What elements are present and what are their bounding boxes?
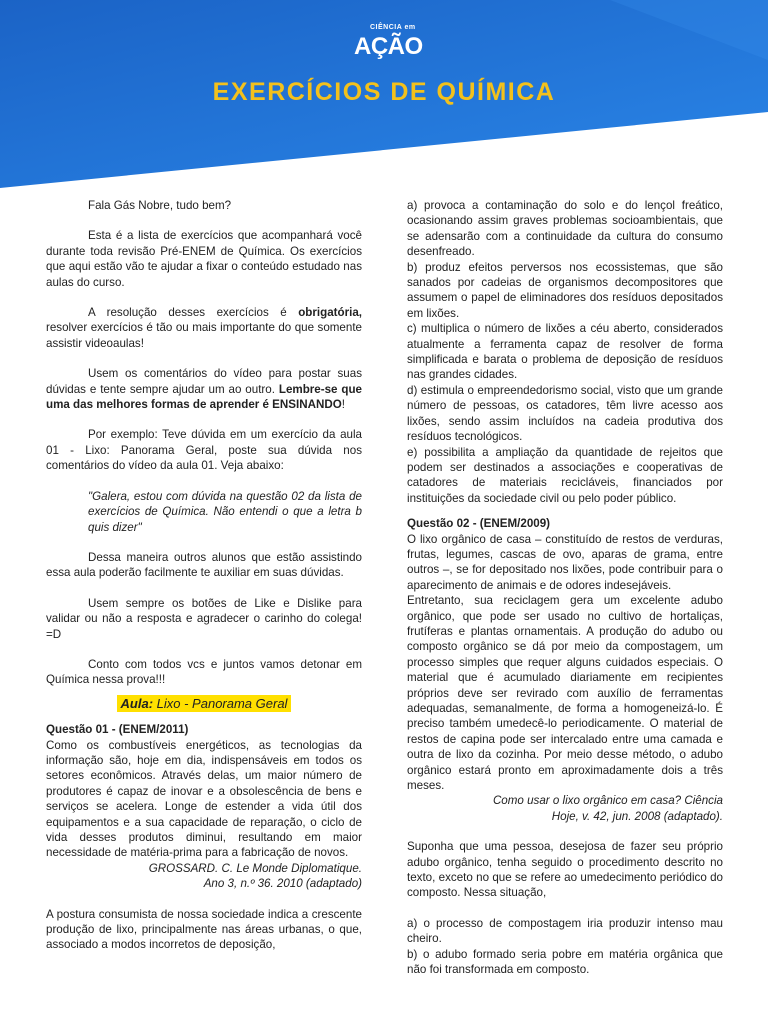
left-column bbox=[46, 198, 362, 953]
p2-text-c: resolver exercícios é tão ou mais importante do que somente assistir videoaulas! bbox=[46, 321, 362, 350]
example-quote: "Galera, estou com dúvida na questão 02 da lista de exercícios de Química. Não entendi o que a letra b quis dizer" bbox=[88, 489, 362, 534]
logo-small-text: CIÊNCIA em bbox=[370, 24, 416, 31]
mandatory-paragraph bbox=[46, 305, 362, 351]
question-02-option-a: a) o processo de compostagem iria produzir intenso mau cheiro. bbox=[407, 916, 723, 946]
right-column bbox=[407, 198, 723, 978]
question-01-option-b: b) produz efeitos perversos nos ecossistemas, que são sanados por cadeias de organismos decompositores que assumem o papel de eliminadores dos resíduos depositados em lixões. bbox=[407, 260, 723, 320]
p3-text-a: Usem os comentários do vídeo para postar suas dúvidas e tente sempre ajudar um ao outro. bbox=[46, 367, 362, 396]
comments-paragraph bbox=[46, 366, 362, 412]
logo-big-text: AÇÃO bbox=[354, 33, 423, 60]
help-paragraph: Dessa maneira outros alunos que estão assistindo essa aula poderão facilmente te auxiliar em suas dúvidas. bbox=[46, 550, 362, 580]
question-01-citation-line2: Ano 3, n.º 36. 2010 (adaptado) bbox=[203, 877, 362, 891]
question-01-option-c: c) multiplica o número de lixões a céu aberto, considerados atualmente a ferramenta capaz de resolver de forma simplificada e barata o problema de deposição de resíduos nas grandes cidades. bbox=[407, 322, 723, 382]
question-01-citation-line1: GROSSARD. C. Le Monde Diplomatique. bbox=[148, 861, 362, 875]
p2-bold: obrigatória, bbox=[298, 306, 362, 320]
question-01-stem: A postura consumista de nossa sociedade indica a crescente produção de lixo, principalmente nas áreas urbanas, o que, associado a modos incorretos de deposição, bbox=[46, 907, 362, 952]
intro-paragraph: Esta é a lista de exercícios que acompanhará você durante toda revisão Pré-ENEM de Química. Os exercícios que aqui estão vão te ajudar a fixar o conteúdo estudado nas aulas do curso. bbox=[46, 229, 362, 289]
question-02-option-b: b) o adubo formado seria pobre em matéria orgânica que não foi transformada em composto. bbox=[407, 947, 723, 977]
p3-bold: Lembre-se que uma das melhores formas de aprender é ENSINANDO bbox=[46, 382, 362, 412]
lesson-heading bbox=[46, 696, 362, 712]
question-02-citation-line2: Hoje, v. 42, jun. 2008 (adaptado). bbox=[551, 809, 723, 823]
lesson-label: Aula: bbox=[120, 695, 154, 711]
example-paragraph: Por exemplo: Teve dúvida em um exercício da aula 01 - Lixo: Panorama Geral, poste sua dúvida nos comentários do vídeo da aula 01. Veja abaixo: bbox=[46, 428, 362, 473]
question-01-text: Como os combustíveis energéticos, as tecnologias da informação são, hoje em dia, indispensáveis em todos os setores econômicos. Através delas, um maior número de produtores é capaz de inovar e a obsolescência de bens e serviços se acelera. Longe de estender a vida útil dos equipamentos e a sua capacidade de reparação, o ciclo de vida desses produtos diminui, resultando em maior necessidade de matéria-prima para a fabricação de novos. bbox=[46, 738, 362, 860]
question-01-title: Questão 01 - (ENEM/2011) bbox=[46, 723, 189, 737]
question-01-option-e: e) possibilita a ampliação da quantidade de rejeitos que podem ser destinados a associações e cooperativas de catadores de materiais recicláveis, financiados por instituições da sociedade civil ou pelo poder público. bbox=[407, 445, 723, 505]
question-02-title: Questão 02 - (ENEM/2009) bbox=[407, 517, 551, 531]
greeting: Fala Gás Nobre, tudo bem? bbox=[88, 199, 232, 212]
p3-text-c: ! bbox=[341, 398, 345, 412]
lesson-highlight bbox=[117, 695, 292, 712]
question-02-stem: Suponha que uma pessoa, desejosa de fazer seu próprio adubo orgânico, tenha seguido o procedimento descrito no texto, exceto no que se refere ao umedecimento periódico do composto. Nessa situação, bbox=[407, 840, 723, 900]
lesson-title: Lixo - Panorama Geral bbox=[153, 695, 288, 711]
page-header bbox=[0, 0, 768, 190]
question-01-option-d: d) estimula o empreendedorismo social, visto que um grande número de pessoas, os catadores, têm livre acesso aos lixões, sendo assim incluídos na cadeia produtiva dos resíduos tecnológicos. bbox=[407, 383, 723, 444]
ciencia-em-acao-logo bbox=[352, 24, 422, 68]
like-dislike-paragraph: Usem sempre os botões de Like e Dislike para validar ou não a resposta e agradecer o carinho do colega! =D bbox=[46, 596, 362, 641]
question-02-text-1: O lixo orgânico de casa – constituído de restos de verduras, frutas, legumes, cascas de ovo, aparas de grama, entre outros –, se for depositado nos lixões, pode contribuir para o aparecimento de animais e de odores indesejáveis. bbox=[407, 532, 723, 592]
question-02-citation-line1: Como usar o lixo orgânico em casa? Ciência bbox=[492, 794, 723, 808]
question-01-option-a: a) provoca a contaminação do solo e do lençol freático, ocasionando assim graves problemas socioambientais, que se adensarão com a continuidade da cultura do consumo desenfreado. bbox=[407, 199, 723, 259]
p2-text-a: A resolução desses exercícios é bbox=[88, 306, 299, 320]
page-title: EXERCÍCIOS DE QUÍMICA bbox=[212, 78, 556, 106]
question-02-text-2: Entretanto, sua reciclagem gera um excelente adubo orgânico, que pode ser usado no cultivo de hortaliças, frutíferas e plantas ornamentais. A produção do adubo ou composto orgânico se dá por meio da compostagem, um processo simples que requer alguns cuidados especiais. O material que é acumulado diariamente em recipientes próprios deve ser revirado com auxílio de ferramentas adequadas, semanalmente, de forma a homogeneizá-lo. É preciso também umedecê-lo periodicamente. O material de restos de capina pode ser intercalado entre uma camada e outra de lixo da cozinha. Por meio desse método, o adubo orgânico estará pronto em aproximadamente dois a três meses. bbox=[407, 594, 723, 793]
closing-paragraph: Conto com todos vcs e juntos vamos detonar em Química nessa prova!!! bbox=[46, 657, 362, 687]
